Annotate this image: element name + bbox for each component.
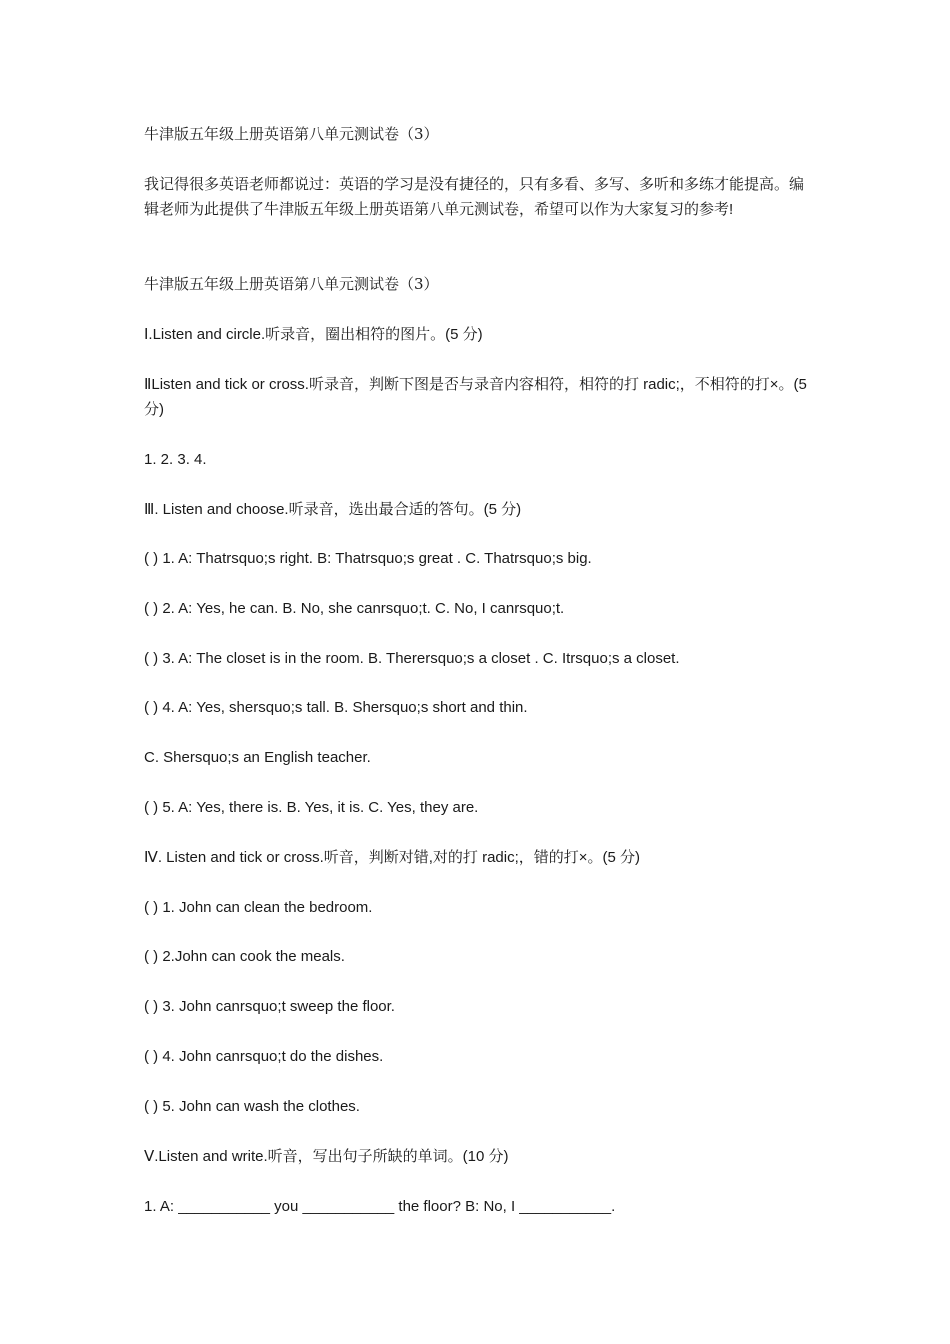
question-item: ( ) 3. A: The closet is in the room. B. Therersquo;s a closet . C. Itrsquo;s a closet. [144, 650, 680, 667]
question-item: 1. A: ___________ you ___________ the floor? B: No, I ___________. [144, 1198, 616, 1215]
question-item: ( ) 5. John can wash the clothes. [144, 1098, 360, 1115]
document-title: 牛津版五年级上册英语第八单元测试卷（3） [144, 125, 439, 143]
question-item: ( ) 3. John canrsquo;t sweep the floor. [144, 998, 395, 1015]
question-item: ( ) 1. A: Thatrsquo;s right. B: Thatrsquo;s great . C. Thatrsquo;s big. [144, 550, 592, 567]
intro-paragraph: 我记得很多英语老师都说过：英语的学习是没有捷径的，只有多看、多写、多听和多练才能提高。编辑老师为此提供了牛津版五年级上册英语第八单元测试卷，希望可以作为大家复习的参考! [144, 176, 805, 218]
question-item: ( ) 2.John can cook the meals. [144, 948, 345, 965]
section-2-heading: ⅡListen and tick or cross.听录音，判断下图是否与录音内容相符，相符的打 radic;，不相符的打×。(5 分) [144, 376, 812, 418]
document-subtitle: 牛津版五年级上册英语第八单元测试卷（3） [144, 275, 439, 293]
section-5-heading: Ⅴ.Listen and write.听音，写出句子所缺的单词。(10 分) [144, 1148, 509, 1165]
question-item: ( ) 4. A: Yes, shersquo;s tall. B. Shersquo;s short and thin. [144, 699, 528, 716]
question-item: ( ) 1. John can clean the bedroom. [144, 899, 373, 916]
question-item: ( ) 4. John canrsquo;t do the dishes. [144, 1048, 384, 1065]
section-2-numbers: 1. 2. 3. 4. [144, 451, 207, 468]
section-4-heading: Ⅳ. Listen and tick or cross.听音，判断对错,对的打 radic;，错的打×。(5 分) [144, 849, 641, 866]
question-item: ( ) 2. A: Yes, he can. B. No, she canrsquo;t. C. No, I canrsquo;t. [144, 600, 565, 617]
section-3-heading: Ⅲ. Listen and choose.听录音，选出最合适的答句。(5 分) [144, 501, 522, 518]
question-item: ( ) 5. A: Yes, there is. B. Yes, it is. C. Yes, they are. [144, 799, 479, 816]
question-item: C. Shersquo;s an English teacher. [144, 749, 371, 766]
section-1-heading: Ⅰ.Listen and circle.听录音，圈出相符的图片。(5 分) [144, 326, 483, 343]
